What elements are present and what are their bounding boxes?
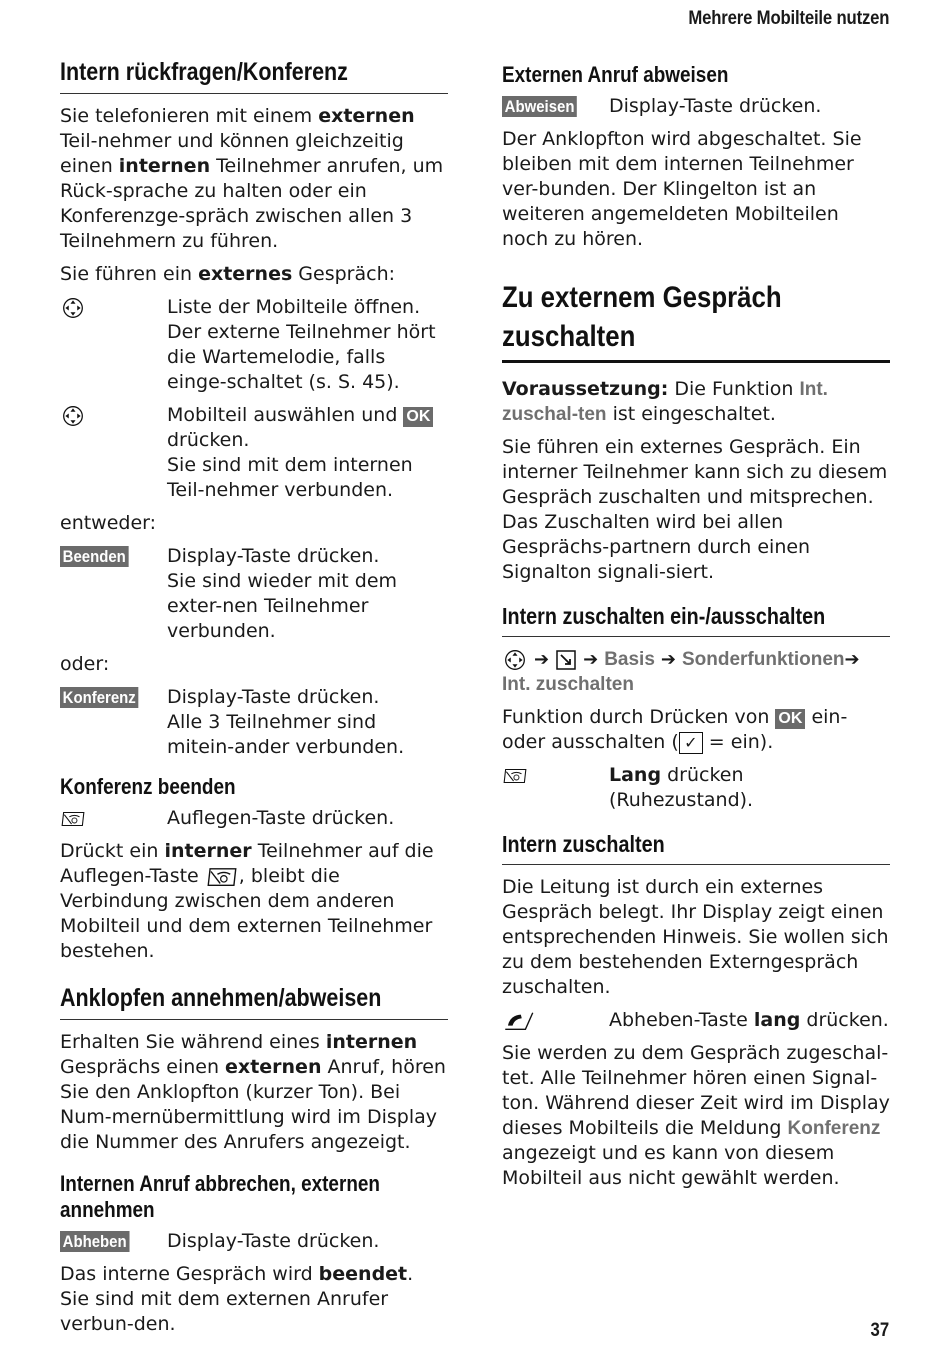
step-open-list: Liste der Mobilteile öffnen. Der externe Teilnehmer hört die Wartemelodie, falls einge-schaltet (s. S. 45). [60,295,448,395]
paragraph-abheben: Das interne Gespräch wird beendet. Sie sind mit dem externen Anrufer verbun-den. [60,1263,414,1335]
checkbox-icon: ✓ [679,732,703,754]
left-column [60,58,448,1345]
section-rule [502,864,890,865]
step-select-handset: Mobilteil auswählen und OK drücken. Sie sind mit dem internen Teil-nehmer verbunden. [60,403,448,503]
step-conference: Konferenz Display-Taste drücken. Alle 3 Teilnehmer sind mitein-ander verbunden. [60,685,448,760]
step-hangup: Auflegen-Taste drücken. [60,806,448,831]
end-call-key-icon [205,866,239,888]
paragraph-abweisen: Der Anklopfton wird abgeschaltet. Sie bleiben mit dem internen Teilnehmer ver-bunden. Der Klingelton ist an weiteren angemeldeten Mobilteilen noch zu hören. [502,128,862,250]
arrow-icon: ➔ [583,649,599,670]
paragraph-anklopfen: Erhalten Sie während eines internen Gesprächs einen externen Anruf, hören Sie den Anklopfton (kurzer Ton). Bei Num-mernübermittlung wird im Display die Nummer des Anrufers angezeigt. [60,1031,446,1153]
menu-basis: Basis [604,649,655,670]
section-rule [60,93,448,94]
arrow-icon: ➔ [660,649,676,670]
section-title-anklopfen: Anklopfen annehmen/abweisen [60,984,382,1012]
ok-key: OK [403,407,433,427]
either-label: entweder: [60,512,157,534]
running-header: Mehrere Mobilteile nutzen [688,8,889,29]
end-call-key-icon [60,808,86,830]
paragraph-leitung: Die Leitung ist durch ein externes Gespräch belegt. Ihr Display zeigt einen entsprechenden Hinweis. Sie wollen sich zu dem bestehenden Externgespräch zuschalten. [502,876,889,998]
paragraph-intro: Sie telefonieren mit einem externen Teil-nehmer und können gleichzeitig einen internen Teilnehmer anrufen, um Rück-sprache zu halten oder ein Konferenzge-spräch zwischen allen 3 Teilnehmern zu führen. [60,105,444,252]
paragraph-voraussetzung: Voraussetzung: Die Funktion Int. zuschal-ten ist eingeschaltet. [502,378,828,425]
section-title-internen-anruf: Internen Anruf abbrechen, externen annehmen [60,1171,380,1222]
section-rule [502,636,890,637]
section-title-intern-rueckfragen: Intern rückfragen/Konferenz [60,58,348,86]
section-title-zuschalten-line1: Zu externem Gespräch [502,281,782,314]
step-abheben-lang: Abheben-Taste lang drücken. [502,1008,890,1033]
control-key-icon [502,649,528,671]
right-column [502,58,890,1199]
or-label: oder: [60,653,110,675]
page-number: 37 [870,1320,889,1341]
menu-path [502,647,890,697]
step-end: Beenden Display-Taste drücken. Sie sind wieder mit dem exter-nen Teilnehmer verbunden. [60,544,448,644]
step-lang-hangup: Lang drücken (Ruhezustand). [502,763,890,813]
end-call-key-icon [502,765,528,787]
paragraph-function-toggle: Funktion durch Drücken von OK ein- oder ausschalten ( ✓ = ein). [502,706,848,753]
beenden-key: Beenden [60,546,128,567]
menu-sonderfunktionen: Sonderfunktionen [681,649,845,670]
abweisen-key: Abweisen [502,96,577,117]
section-rule-heavy [502,360,890,363]
step-abheben: Abheben Display-Taste drücken. [60,1229,448,1254]
paragraph-external-call: Sie führen ein externes Gespräch: [60,263,396,285]
konferenz-key: Konferenz [60,687,138,708]
menu-int-zuschalten: Int. zuschalten [502,674,634,695]
section-title-zuschalten-ein-aus: Intern zuschalten ein-/ausschalten [502,603,826,629]
arrow-icon: ➔ [844,649,860,670]
talk-key-icon [502,1010,536,1032]
settings-menu-icon [555,649,577,671]
section-title-zuschalten-line2: zuschalten [502,320,636,353]
abheben-key: Abheben [60,1231,129,1252]
step-abweisen: Abweisen Display-Taste drücken. [502,94,890,119]
section-rule [60,1019,448,1020]
paragraph-zuschalten: Sie führen ein externes Gespräch. Ein interner Teilnehmer kann sich zu diesem Gespräch zuschalten und mitsprechen. Das Zuschalten wird bei allen Gesprächs-partnern durch einen Signalton signali-siert. [502,436,888,583]
control-key-icon [60,405,86,427]
arrow-icon: ➔ [534,649,550,670]
control-key-icon [60,297,86,319]
paragraph-hangup-note: Drückt ein interner Teilnehmer auf die Auflegen-Taste , bleibt die Verbindung zwischen dem anderen Mobilteil und dem externen Teilnehmer bestehen. [60,840,434,962]
section-title-intern-zuschalten: Intern zuschalten [502,831,665,857]
ok-key: OK [775,709,805,729]
paragraph-zugeschaltet: Sie werden zu dem Gespräch zugeschal-tet. Alle Teilnehmer hören einen Signal-ton. Während dieser Zeit wird im Display dieses Mobilteils die Meldung Konferenz angezeigt und es kann von diesem Mobilteil aus nicht gewählt werden. [502,1042,890,1189]
section-title-externen-abweisen: Externen Anruf abweisen [502,62,729,87]
section-title-konferenz-beenden: Konferenz beenden [60,774,236,799]
